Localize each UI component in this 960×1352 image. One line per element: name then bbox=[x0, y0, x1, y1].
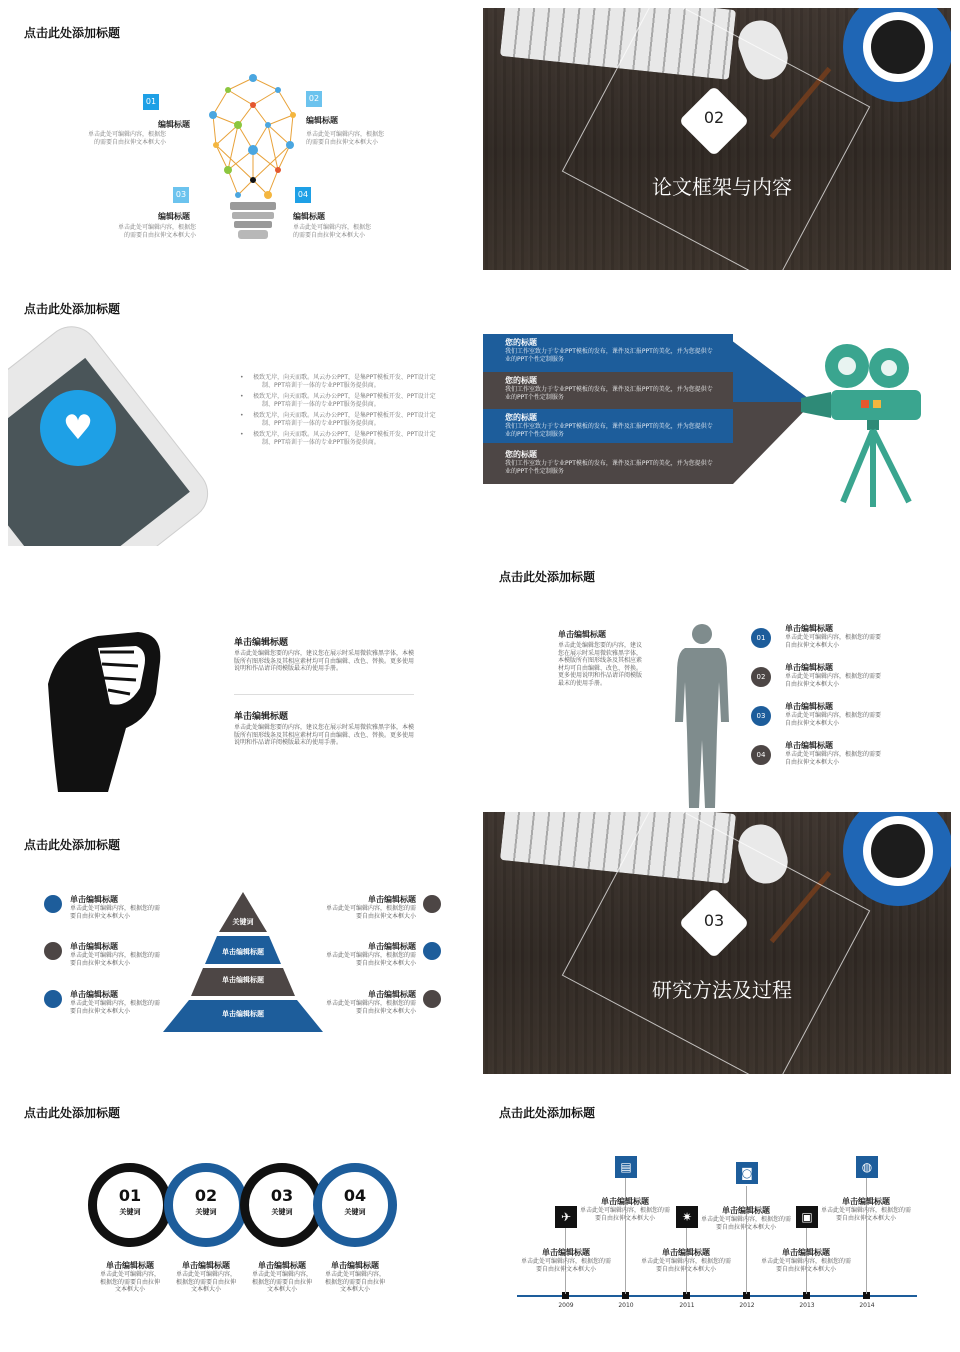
briefcase-icon: ▣ bbox=[796, 1206, 818, 1228]
item-number-badge: 03 bbox=[173, 187, 189, 203]
airplane-icon: ✈ bbox=[555, 1206, 577, 1228]
item-text: 单击此处可编辑内容，根据您的需要自由拉伸文本框大小 bbox=[117, 224, 196, 239]
ring-heading: 单击编辑标题 bbox=[331, 1261, 379, 1270]
item-heading: 单击编辑标题 bbox=[785, 663, 833, 672]
lightbulb-network-graphic bbox=[198, 70, 308, 250]
item-text: 单击此处可编辑内容，根据您的需要自由拉伸文本框大小 bbox=[70, 952, 161, 967]
slide-3[interactable] bbox=[8, 284, 476, 546]
section-number: 03 bbox=[703, 911, 725, 930]
info-band: 您的标题 我们工作室致力于专业PPT模板的发布，课件及汇报PPT的美化，并为您提供专业的PPT个性定制服务 bbox=[483, 409, 733, 443]
item-text: 单击此处可编辑内容，根据您的需要自由拉伸文本框大小 bbox=[87, 131, 166, 146]
item-heading: 编辑标题 bbox=[306, 116, 338, 125]
event-text: 单击此处可编辑内容，根据您的需要自由拉伸文本框大小 bbox=[520, 1258, 611, 1273]
keyword-ring bbox=[313, 1163, 397, 1247]
item-number: 04 bbox=[751, 745, 771, 765]
year-label: 2014 bbox=[859, 1302, 875, 1309]
ring-keyword: 关键词 bbox=[271, 1208, 293, 1216]
item-heading: 编辑标题 bbox=[158, 212, 190, 221]
left-heading: 单击编辑标题 bbox=[558, 630, 606, 639]
star-icon: ✷ bbox=[676, 1206, 698, 1228]
divider-line bbox=[234, 694, 414, 695]
year-label: 2011 bbox=[679, 1302, 695, 1309]
bullet-list bbox=[240, 374, 440, 450]
item-text: 单击此处可编辑内容，根据您的需要自由拉伸文本框大小 bbox=[306, 131, 385, 146]
item-heading: 单击编辑标题 bbox=[70, 942, 118, 951]
item-heading: 单击编辑标题 bbox=[70, 895, 118, 904]
slide-title: 点击此处添加标题 bbox=[499, 570, 596, 584]
ring-heading: 单击编辑标题 bbox=[182, 1261, 230, 1270]
slide-title: 点击此处添加标题 bbox=[24, 26, 121, 40]
year-label: 2009 bbox=[558, 1302, 574, 1309]
info-band: 您的标题 我们工作室致力于专业PPT模板的发布，课件及汇报PPT的美化，并为您提供专业的PPT个性定制服务 bbox=[483, 446, 733, 480]
item-heading: 单击编辑标题 bbox=[785, 741, 833, 750]
bullet-dot bbox=[44, 942, 62, 960]
block-heading: 单击编辑标题 bbox=[234, 712, 289, 722]
ring-text: 单击此处可编辑内容，根据您的需要自由拉伸文本框大小 bbox=[100, 1271, 161, 1293]
ring-number: 02 bbox=[194, 1186, 218, 1205]
event-heading: 单击编辑标题 bbox=[601, 1197, 649, 1206]
raised-fist-graphic bbox=[38, 624, 168, 794]
heart-icon: ♥ bbox=[40, 390, 116, 466]
slide-title: 点击此处添加标题 bbox=[24, 1106, 121, 1120]
coffee-cup-image bbox=[843, 8, 951, 102]
ring-heading: 单击编辑标题 bbox=[258, 1261, 306, 1270]
block-text: 单击此处编辑您要的内容，建议您在展示时采用微软雅黑字体，本模版所有图形线条及其相应素材均可自由编辑、改色、替换。更多使用说明和作品请详阅模版最末的使用手册。 bbox=[234, 724, 415, 746]
ring-number: 04 bbox=[343, 1186, 367, 1205]
item-heading: 单击编辑标题 bbox=[70, 990, 118, 999]
block-heading: 单击编辑标题 bbox=[234, 638, 289, 648]
item-heading: 单击编辑标题 bbox=[785, 624, 833, 633]
item-number: 01 bbox=[751, 628, 771, 648]
keyword-ring bbox=[88, 1163, 172, 1247]
slide-8-section-divider[interactable] bbox=[483, 812, 951, 1074]
info-band: 您的标题 我们工作室致力于专业PPT模板的发布，课件及汇报PPT的美化，并为您提供专业的PPT个性定制服务 bbox=[483, 334, 733, 368]
item-heading: 编辑标题 bbox=[293, 212, 325, 221]
item-number-badge: 02 bbox=[306, 91, 322, 107]
event-text: 单击此处可编辑内容，根据您的需要自由拉伸文本框大小 bbox=[700, 1216, 791, 1231]
year-label: 2012 bbox=[739, 1302, 755, 1309]
slide-6[interactable] bbox=[483, 552, 951, 814]
item-heading: 单击编辑标题 bbox=[785, 702, 833, 711]
item-text: 单击此处可编辑内容，根据您的需要自由拉伸文本框大小 bbox=[326, 905, 417, 920]
event-text: 单击此处可编辑内容，根据您的需要自由拉伸文本框大小 bbox=[579, 1207, 670, 1222]
pyramid-label: 单击编辑标题 bbox=[222, 976, 264, 984]
item-text: 单击此处可编辑内容，根据您的需要自由拉伸文本框大小 bbox=[326, 1000, 417, 1015]
ring-text: 单击此处可编辑内容，根据您的需要自由拉伸文本框大小 bbox=[325, 1271, 386, 1293]
item-heading: 单击编辑标题 bbox=[368, 942, 416, 951]
event-heading: 单击编辑标题 bbox=[722, 1206, 770, 1215]
section-title: 论文框架与内容 bbox=[652, 175, 792, 199]
keyword-ring bbox=[240, 1163, 324, 1247]
event-text: 单击此处可编辑内容，根据您的需要自由拉伸文本框大小 bbox=[760, 1258, 851, 1273]
connector-line bbox=[746, 1186, 747, 1294]
bullet-dot bbox=[423, 990, 441, 1008]
pyramid-label: 单击编辑标题 bbox=[222, 1010, 264, 1018]
slide-2-section-divider[interactable] bbox=[483, 8, 951, 270]
slide-title: 点击此处添加标题 bbox=[499, 1106, 596, 1120]
item-number-badge: 01 bbox=[143, 94, 159, 110]
section-number: 02 bbox=[703, 108, 725, 127]
section-title: 研究方法及过程 bbox=[652, 978, 792, 1002]
event-heading: 单击编辑标题 bbox=[842, 1197, 890, 1206]
user-card-icon: ◙ bbox=[736, 1162, 758, 1184]
coffee-cup-image bbox=[843, 812, 951, 906]
bullet-item: • 极致无岸，向天而歌。风云办公PPT，是集PPT模板开发、PPT设计定制、PPT培训于一体的专业PPT服务提供商。 bbox=[240, 431, 436, 446]
item-text: 单击此处可编辑内容，根据您的需要自由拉伸文本框大小 bbox=[326, 952, 417, 967]
slide-title: 点击此处添加标题 bbox=[24, 302, 121, 316]
item-heading: 单击编辑标题 bbox=[368, 990, 416, 999]
event-heading: 单击编辑标题 bbox=[542, 1248, 590, 1257]
item-text: 单击此处可编辑内容，根据您的需要自由拉伸文本框大小 bbox=[293, 224, 372, 239]
timeline-axis bbox=[517, 1295, 917, 1297]
item-text: 单击此处可编辑内容，根据您的需要自由拉伸文本框大小 bbox=[70, 905, 161, 920]
document-icon: ▤ bbox=[615, 1156, 637, 1178]
item-number: 03 bbox=[751, 706, 771, 726]
item-heading: 编辑标题 bbox=[158, 120, 190, 129]
connector-line bbox=[625, 1176, 626, 1294]
ring-keyword: 关键词 bbox=[119, 1208, 141, 1216]
event-text: 单击此处可编辑内容，根据您的需要自由拉伸文本框大小 bbox=[640, 1258, 731, 1273]
slide-7[interactable] bbox=[8, 820, 476, 1082]
block-text: 单击此处编辑您要的内容，建议您在展示时采用微软雅黑字体，本模版所有图形线条及其相应素材均可自由编辑、改色、替换。更多使用说明和作品请详阅模版最末的使用手册。 bbox=[234, 650, 415, 672]
bullet-item: • 极致无岸，向天而歌。风云办公PPT，是集PPT模板开发、PPT设计定制、PPT培训于一体的专业PPT服务提供商。 bbox=[240, 374, 436, 389]
keyword-ring bbox=[164, 1163, 248, 1247]
ring-text: 单击此处可编辑内容，根据您的需要自由拉伸文本框大小 bbox=[176, 1271, 237, 1293]
slide-10[interactable] bbox=[483, 1088, 951, 1350]
item-number-badge: 04 bbox=[295, 187, 311, 203]
event-heading: 单击编辑标题 bbox=[782, 1248, 830, 1257]
slide-9[interactable] bbox=[8, 1088, 476, 1350]
event-text: 单击此处可编辑内容，根据您的需要自由拉伸文本框大小 bbox=[820, 1207, 911, 1222]
bullet-dot bbox=[44, 895, 62, 913]
ring-number: 01 bbox=[118, 1186, 142, 1205]
bullet-dot bbox=[423, 942, 441, 960]
slide-4[interactable] bbox=[483, 284, 951, 546]
event-heading: 单击编辑标题 bbox=[662, 1248, 710, 1257]
item-text: 单击此处可编辑内容，根据您的需要自由拉伸文本框大小 bbox=[785, 634, 882, 649]
ring-keyword: 关键词 bbox=[344, 1208, 366, 1216]
bullet-dot bbox=[423, 895, 441, 913]
ring-number: 03 bbox=[270, 1186, 294, 1205]
item-text: 单击此处可编辑内容，根据您的需要自由拉伸文本框大小 bbox=[785, 751, 882, 766]
ring-text: 单击此处可编辑内容，根据您的需要自由拉伸文本框大小 bbox=[252, 1271, 313, 1293]
bullet-item: • 极致无岸，向天而歌。风云办公PPT，是集PPT模板开发、PPT设计定制、PPT培训于一体的专业PPT服务提供商。 bbox=[240, 393, 436, 408]
pyramid-label: 单击编辑标题 bbox=[222, 948, 264, 956]
ring-keyword: 关键词 bbox=[195, 1208, 217, 1216]
info-band: 您的标题 我们工作室致力于专业PPT模板的发布，课件及汇报PPT的美化，并为您提供专业的PPT个性定制服务 bbox=[483, 372, 733, 406]
slide-5[interactable] bbox=[8, 552, 476, 814]
bullet-item: • 极致无岸，向天而歌。风云办公PPT，是集PPT模板开发、PPT设计定制、PPT培训于一体的专业PPT服务提供商。 bbox=[240, 412, 436, 427]
bullet-dot bbox=[44, 990, 62, 1008]
item-text: 单击此处可编辑内容，根据您的需要自由拉伸文本框大小 bbox=[785, 712, 882, 727]
item-heading: 单击编辑标题 bbox=[368, 895, 416, 904]
businessman-silhouette bbox=[671, 622, 733, 814]
item-text: 单击此处可编辑内容，根据您的需要自由拉伸文本框大小 bbox=[70, 1000, 161, 1015]
ring-heading: 单击编辑标题 bbox=[106, 1261, 154, 1270]
left-text: 单击此处编辑您要的内容，建议您在展示时采用微软雅黑字体，本模版所有图形线条及其相应素材均可自由编辑、改色、替换。更多使用说明和作品请详阅模版最末的使用手册。 bbox=[558, 642, 643, 687]
slide-1[interactable] bbox=[8, 8, 476, 270]
globe-icon: ◍ bbox=[856, 1156, 878, 1178]
year-label: 2010 bbox=[618, 1302, 634, 1309]
movie-camera-graphic bbox=[801, 342, 941, 512]
slide-title: 点击此处添加标题 bbox=[24, 838, 121, 852]
item-text: 单击此处可编辑内容，根据您的需要自由拉伸文本框大小 bbox=[785, 673, 882, 688]
item-number: 02 bbox=[751, 667, 771, 687]
pyramid-label: 关键词 bbox=[232, 918, 254, 926]
year-label: 2013 bbox=[799, 1302, 815, 1309]
